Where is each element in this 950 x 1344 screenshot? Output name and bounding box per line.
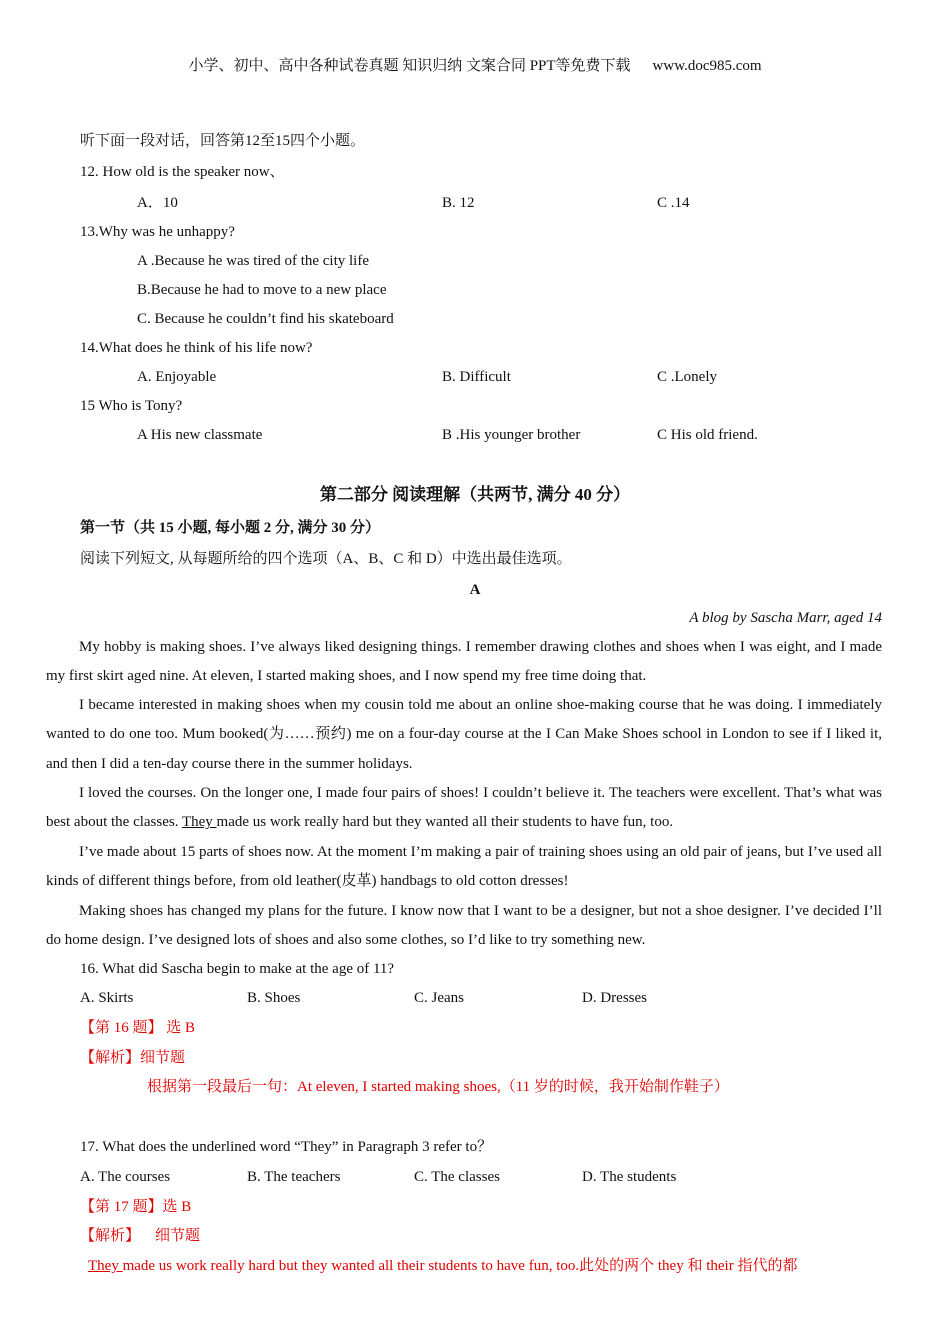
question-16-answer: 【第 16 题】 选 B [80, 1020, 196, 1036]
part2-title: 第二部分 阅读理解（共两节, 满分 40 分） [319, 485, 631, 504]
question-15-option-a: A His new classmate [137, 427, 263, 443]
listening-instruction: 听下面一段对话，回答第12至15四个小题。 [80, 133, 366, 149]
question-16-option-c: C. Jeans [414, 990, 464, 1006]
passage-paragraph-5: Making shoes has changed my plans for the future. I know now that I want to be a designer, but not a shoe designer. I’ve decided I’ll do home design. I’ve designed lots of shoes and also some clothes, so I’d like to try something new. [46, 903, 882, 949]
question-12-stem: 12. How old is the speaker now、 [80, 164, 285, 180]
passage-paragraph-3 [46, 779, 882, 838]
question-15-option-b: B .His younger brother [442, 427, 581, 443]
passage-paragraph-1: My hobby is making shoes. I’ve always liked designing things. I remember drawing clothes and shoes when I was eight, and I made my first skirt aged nine. At eleven, I started making shoes, and I now spend my free time doing that. [46, 639, 882, 685]
passage-paragraph-4: I’ve made about 15 parts of shoes now. At the moment I’m making a pair of training shoes using an old pair of jeans, but I’ve used all kinds of different things before, from old leather(皮革) handbags to old cotton dresses! [46, 844, 882, 890]
question-13-option-b: B.Because he had to move to a new place [137, 282, 387, 298]
question-16-option-b: B. Shoes [247, 990, 301, 1006]
reading-instruction: 阅读下列短文, 从每题所给的四个选项（A、B、C 和 D）中选出最佳选项。 [80, 551, 572, 567]
question-14-option-c: C .Lonely [657, 369, 717, 385]
page-header [0, 56, 950, 76]
question-17-option-b: B. The teachers [247, 1169, 341, 1185]
question-16-option-a: A. Skirts [80, 990, 134, 1006]
question-17-analysis-text [88, 1256, 882, 1276]
passage-paragraph-2: I became interested in making shoes when my cousin told me about an online shoe-making course that he was doing. I immediately wanted to do one too. Mum booked(为……预约) me on a four-day course at the I Can Make Shoes school in London to see if I liked it, and then I did a ten-day course there in the summer holidays. [46, 697, 882, 772]
question-13-option-a: A .Because he was tired of the city life [137, 253, 370, 269]
question-14-option-b: B. Difficult [442, 369, 511, 385]
question-17-option-c: C. The classes [414, 1169, 500, 1185]
question-13-option-c: C. Because he couldn’t find his skateboard [137, 311, 394, 327]
question-14-stem: 14.What does he think of his life now? [80, 340, 313, 356]
question-16-analysis-label: 【解析】细节题 [80, 1050, 186, 1066]
question-12-option-b: B. 12 [442, 195, 475, 211]
header-text: 小学、初中、高中各种试卷真题 知识归纳 文案合同 PPT等免费下载 [188, 58, 631, 74]
analysis-underlined-they: They [88, 1258, 123, 1274]
question-14-option-a: A. Enjoyable [137, 369, 217, 385]
question-15-stem: 15 Who is Tony? [80, 398, 183, 414]
section1-heading: 第一节（共 15 小题, 每小题 2 分, 满分 30 分） [80, 520, 381, 536]
question-16-stem: 16. What did Sascha begin to make at the age of 11? [80, 961, 395, 977]
analysis-sentence: made us work really hard but they wanted all their students to have fun, too.此处的两个 they 和 their 指代的都 [122, 1258, 798, 1274]
question-17-analysis-label: 【解析】 细节题 [80, 1228, 201, 1244]
question-16-analysis-text: 根据第一段最后一句：At eleven, I started making shoes,（11 岁的时候，我开始制作鞋子） [147, 1079, 729, 1095]
question-12-option-a: A．10 [137, 195, 178, 211]
question-17-answer: 【第 17 题】选 B [80, 1199, 192, 1215]
passage-byline: A blog by Sascha Marr, aged 14 [689, 610, 882, 626]
header-site: www.doc985.com [652, 58, 762, 74]
paragraph-3-text-before: I loved the courses. On the longer one, I made four pairs of shoes! I couldn’t believe it. The teachers were excellent. That’s what was best about the classes. [46, 785, 882, 831]
question-16-option-d: D. Dresses [582, 990, 647, 1006]
question-17-stem: 17. What does the underlined word “They” in Paragraph 3 refer to？ [80, 1139, 493, 1155]
question-13-stem: 13.Why was he unhappy? [80, 224, 235, 240]
question-12-option-c: C .14 [657, 195, 690, 211]
question-17-option-d: D. The students [582, 1169, 677, 1185]
question-15-option-c: C His old friend. [657, 427, 758, 443]
paragraph-3-text-after: made us work really hard but they wanted all their students to have fun, too. [216, 814, 674, 831]
passage-label: A [469, 582, 481, 598]
question-17-option-a: A. The courses [80, 1169, 171, 1185]
underlined-they: They [181, 814, 217, 831]
